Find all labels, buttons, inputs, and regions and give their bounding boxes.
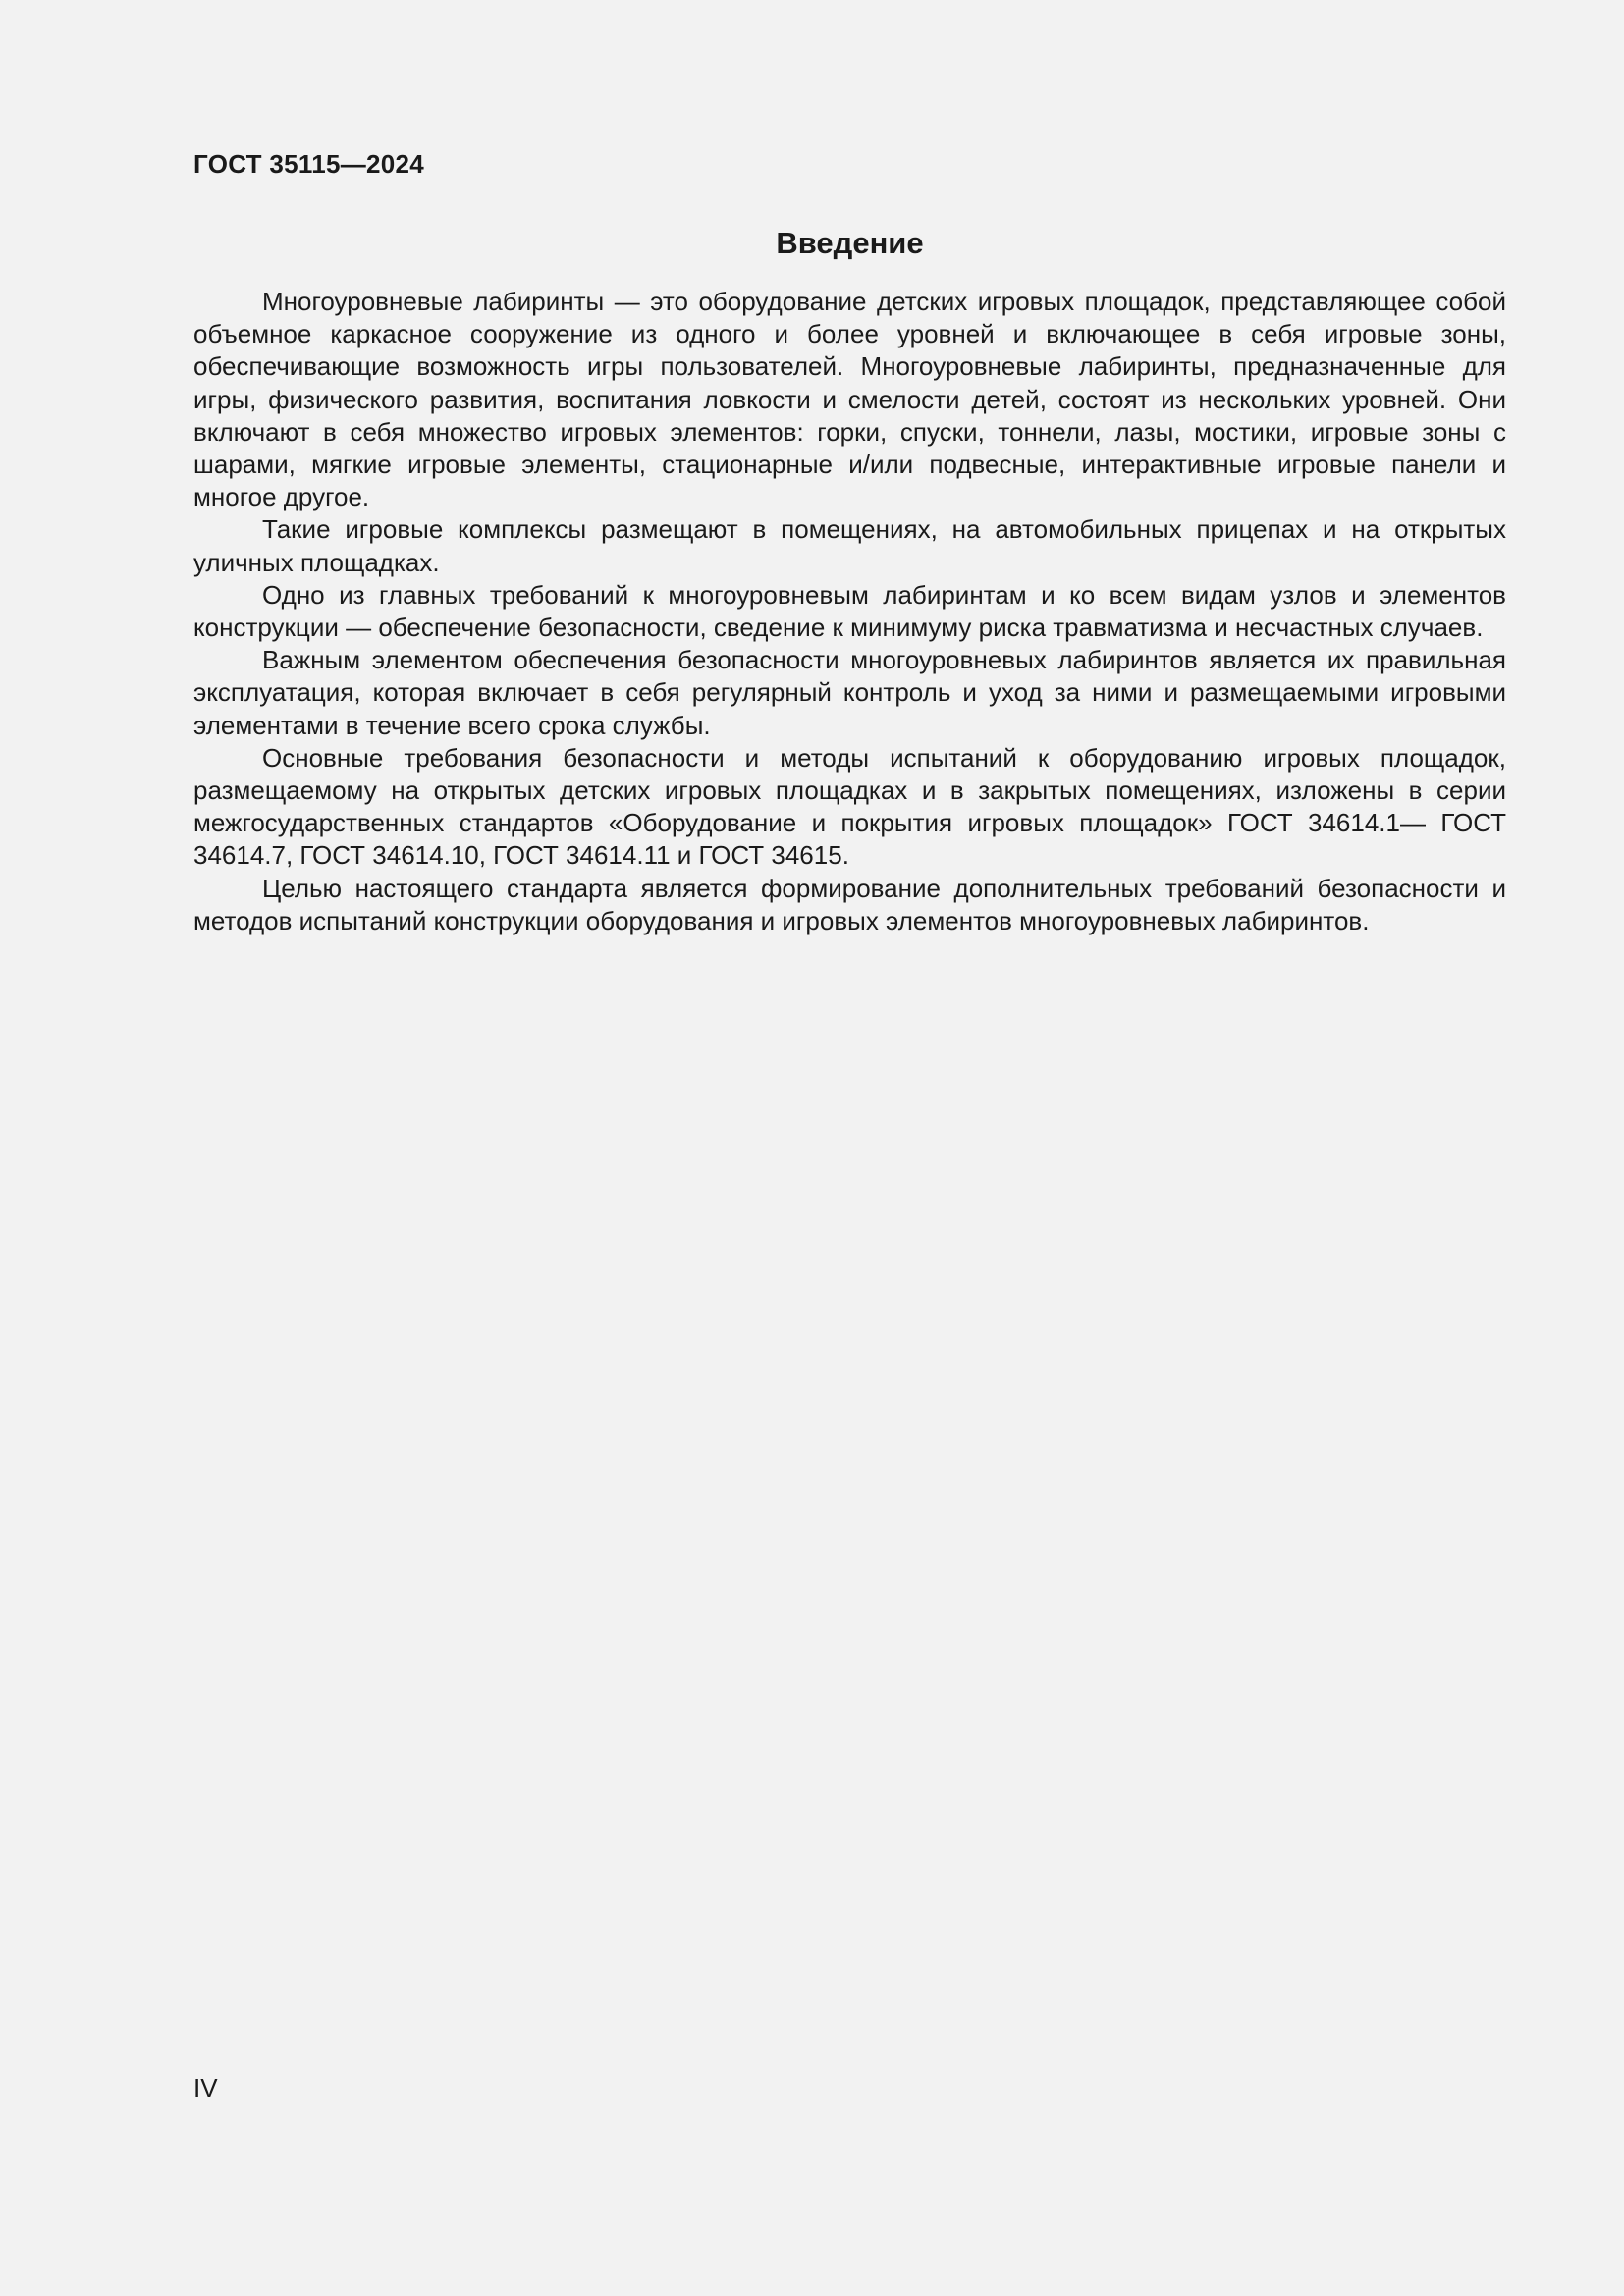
section-title: Введение	[776, 226, 924, 260]
paragraph-1: Многоуровневые лабиринты — это оборудование детских игровых площадок, представляющее собой объемное каркасное сооружение из одного и более уровней и включающее в себя игровые зоны, обеспечивающие возможность игры пользователей. Многоуровневые лабиринты, предназначенные для игры, физического развития, воспитания ловкости и смелости детей, состоят из нескольких уровней. Они включают в себя множество игровых элементов: горки, спуски, тоннели, лазы, мостики, игровые зоны с шарами, мягкие игровые элементы, стационарные и/или подвесные, интерактивные игровые панели и многое другое.	[193, 287, 1506, 512]
introduction-body	[193, 286, 1506, 937]
paragraph-4: Важным элементом обеспечения безопасности многоуровневых лабиринтов является их правильная эксплуатация, которая включает в себя регулярный контроль и уход за ними и размещаемыми игровыми элементами в течение всего срока службы.	[193, 645, 1506, 740]
paragraph-3: Одно из главных требований к многоуровневым лабиринтам и ко всем видам узлов и элементов конструкции — обеспечение безопасности, сведение к минимуму риска травматизма и несчастных случаев.	[193, 579, 1506, 643]
document-code-header: ГОСТ 35115—2024	[193, 149, 425, 179]
paragraph-6: Целью настоящего стандарта является формирование дополнительных требований безопасности и методов испытаний конструкции оборудования и игровых элементов многоуровневых лабиринтов.	[193, 873, 1506, 935]
page-number: IV	[193, 2073, 218, 2103]
paragraph-2: Такие игровые комплексы размещают в помещениях, на автомобильных прицепах и на открытых уличных площадках.	[193, 514, 1506, 577]
paragraph-5: Основные требования безопасности и методы испытаний к оборудованию игровых площадок, размещаемому на открытых детских игровых площадках и в закрытых помещениях, изложены в серии межгосударственных стандартов «Оборудование и покрытия игровых площадок» ГОСТ 34614.1— ГОСТ 34614.7, ГОСТ 34614.10, ГОСТ 34614.11 и ГОСТ 34615.	[193, 742, 1506, 871]
